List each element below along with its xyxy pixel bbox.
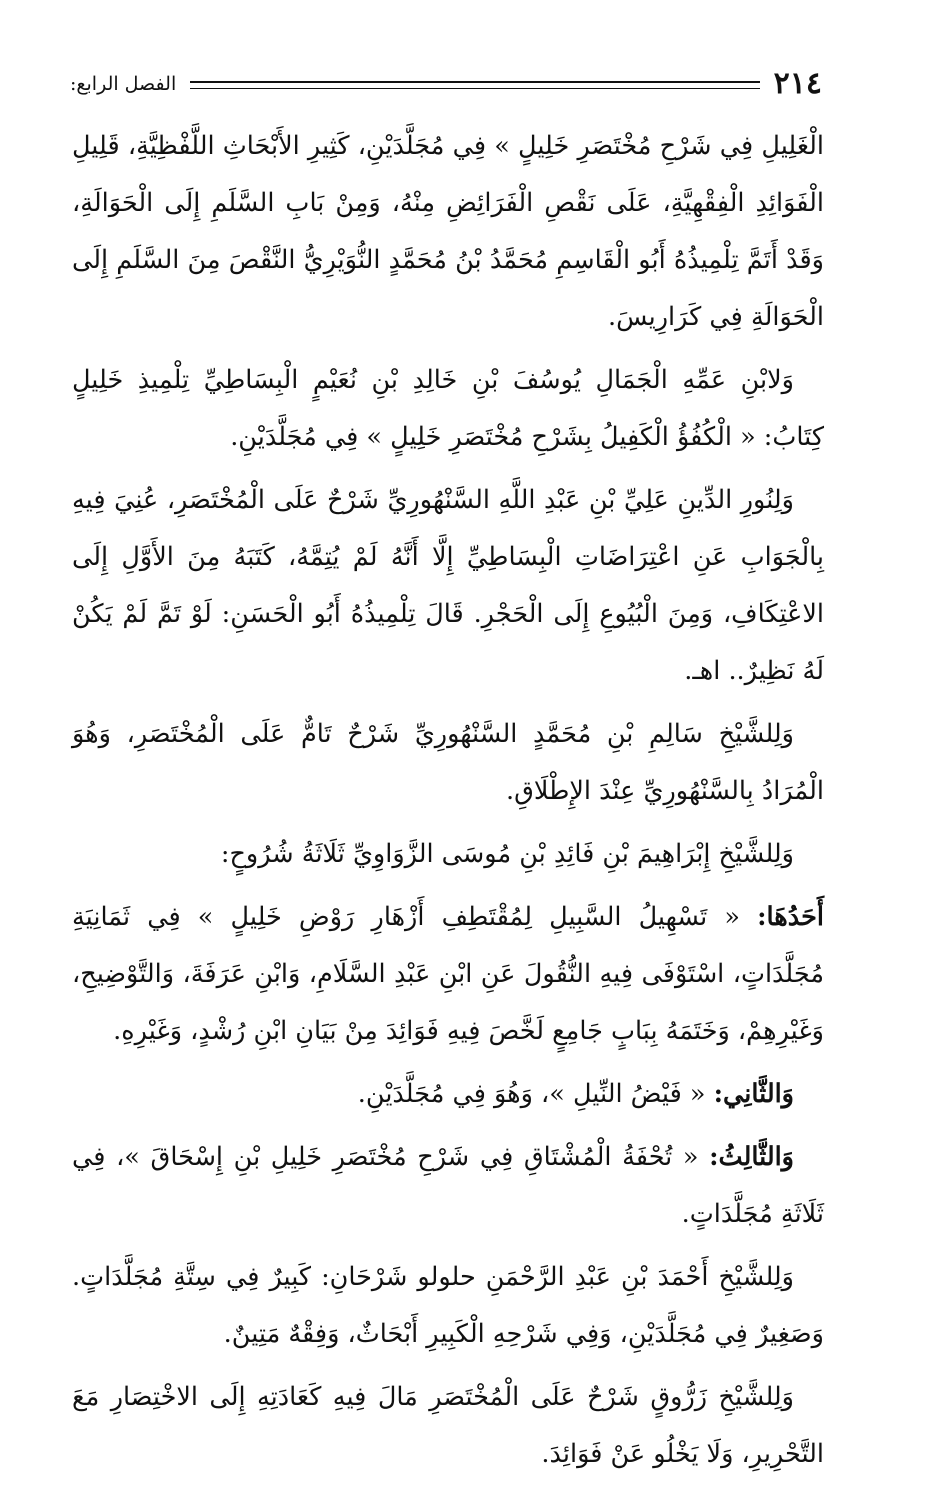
paragraph-3 [72,472,824,700]
paragraph-text: وَلِلشَّيْخِ زَرُّوقٍ شَرْحٌ عَلَى الْمُخْتَصَرِ مَالَ فِيهِ كَعَادَتِهِ إِلَى الاخْتِصَارِ مَعَ التَّحْرِيرِ، وَلَا يَخْلُو عَنْ فَوَائِدَ. [72,1382,824,1469]
body-text [72,118,824,1489]
paragraph-10 [72,1369,824,1483]
paragraph-lead: أَحَدُهَا: [757,902,824,932]
chapter-title: الفصل الرابع: [70,72,177,95]
paragraph-lead: وَالثَّالِثُ: [709,1142,794,1172]
paragraph-text: وَلِلشَّيْخِ أَحْمَدَ بْنِ عَبْدِ الرَّحْمَنِ حلولو شَرْحَانِ: كَبِيرٌ فِي سِتَّةِ مُجَلَّدَاتٍ. وَصَغِيرٌ فِي مُجَلَّدَيْنِ، وَفِي شَرْحِهِ الْكَبِيرِ أَبْحَاثٌ، وَفِقْهٌ مَتِينٌ. [72,1262,824,1349]
paragraph-8 [72,1129,824,1243]
page-number: ٢١٤ [773,66,822,101]
paragraph-text: وَلِلشَّيْخِ إِبْرَاهِيمَ بْنِ فَائِدِ بْنِ مُوسَى الزَّوَاوِيِّ ثَلَاثَةُ شُرُوحٍ: [220,839,794,869]
paragraph-text: وَلابْنِ عَمِّهِ الْجَمَالِ يُوسُفَ بْنِ خَالِدِ بْنِ نُعَيْمٍ الْبِسَاطِيِّ تِلْمِيذِ خَلِيلٍ كِتَابُ: « الْكُفُؤُ الْكَفِيلُ بِشَرْحِ مُخْتَصَرِ خَلِيلٍ » فِي مُجَلَّدَيْنِ. [72,365,824,452]
paragraph-text: « فَيْضُ النِّيلِ »، وَهُوَ فِي مُجَلَّدَيْنِ. [357,1079,714,1109]
paragraph-5 [72,826,824,883]
paragraph-6 [72,889,824,1060]
paragraph-text: وَلِلشَّيْخِ سَالِمِ بْنِ مُحَمَّدٍ السَّنْهُورِيِّ شَرْحٌ تَامٌّ عَلَى الْمُخْتَصَرِ، وَهُوَ الْمُرَادُ بِالسَّنْهُورِيِّ عِنْدَ الإِطْلَاقِ. [72,719,824,806]
paragraph-2 [72,352,824,466]
paragraph-text: « تَسْهِيلُ السَّبِيلِ لِمُقْتَطِفِ أَزْهَارِ رَوْضِ خَلِيلٍ » فِي ثَمَانِيَةِ مُجَلَّدَاتٍ، اسْتَوْفَى فِيهِ النُّقُولَ عَنِ ابْنِ عَبْدِ السَّلَامِ، وَابْنِ عَرَفَةَ، وَالتَّوْضِيحِ، وَغَيْرِهِمْ، وَخَتَمَهُ بِبَابٍ جَامِعٍ لَخَّصَ فِيهِ فَوَائِدَ مِنْ بَيَانِ ابْنِ رُشْدٍ، وَغَيْرِهِ. [72,902,824,1046]
header-rule [190,81,759,89]
paragraph-lead: وَالثَّانِي: [713,1079,794,1109]
running-header [70,62,822,106]
paragraph-7 [72,1066,824,1123]
paragraph-4 [72,706,824,820]
paragraph-1 [72,118,824,346]
paragraph-9 [72,1249,824,1363]
paragraph-text: « تُحْفَةُ الْمُشْتَاقِ فِي شَرْحِ مُخْتَصَرِ خَلِيلِ بْنِ إِسْحَاقَ »، فِي ثَلَاثَةِ مُجَلَّدَاتٍ. [72,1142,824,1229]
paragraph-text: وَلِنُورِ الدِّينِ عَلِيِّ بْنِ عَبْدِ اللَّهِ السَّنْهُورِيِّ شَرْحٌ عَلَى الْمُخْتَصَرِ، عُنِيَ فِيهِ بِالْجَوَابِ عَنِ اعْتِرَاضَاتِ الْبِسَاطِيِّ إِلَّا أَنَّهُ لَمْ يُتِمَّهُ، كَتَبَهُ مِنَ الأَوَّلِ إِلَى الاعْتِكَافِ، وَمِنَ الْبُيُوعِ إِلَى الْحَجْرِ. قَالَ تِلْمِيذُهُ أَبُو الْحَسَنِ: لَوْ تَمَّ لَمْ يَكُنْ لَهُ نَظِيرٌ.. اهـ. [72,485,824,686]
paragraph-text: الْغَلِيلِ فِي شَرْحِ مُخْتَصَرِ خَلِيلٍ » فِي مُجَلَّدَيْنِ، كَثِيرِ الأَبْحَاثِ اللَّفْظِيَّةِ، قَلِيلِ الْفَوَائِدِ الْفِقْهِيَّةِ، عَلَى نَقْصِ الْفَرَائِضِ مِنْهُ، وَمِنْ بَابِ السَّلَمِ إِلَى الْحَوَالَةِ، وَقَدْ أَتَمَّ تِلْمِيذُهُ أَبُو الْقَاسِمِ مُحَمَّدُ بْنُ مُحَمَّدٍ النُّوَيْرِيُّ النَّقْصَ مِنَ السَّلَمِ إِلَى الْحَوَالَةِ فِي كَرَارِيسَ. [72,131,824,332]
